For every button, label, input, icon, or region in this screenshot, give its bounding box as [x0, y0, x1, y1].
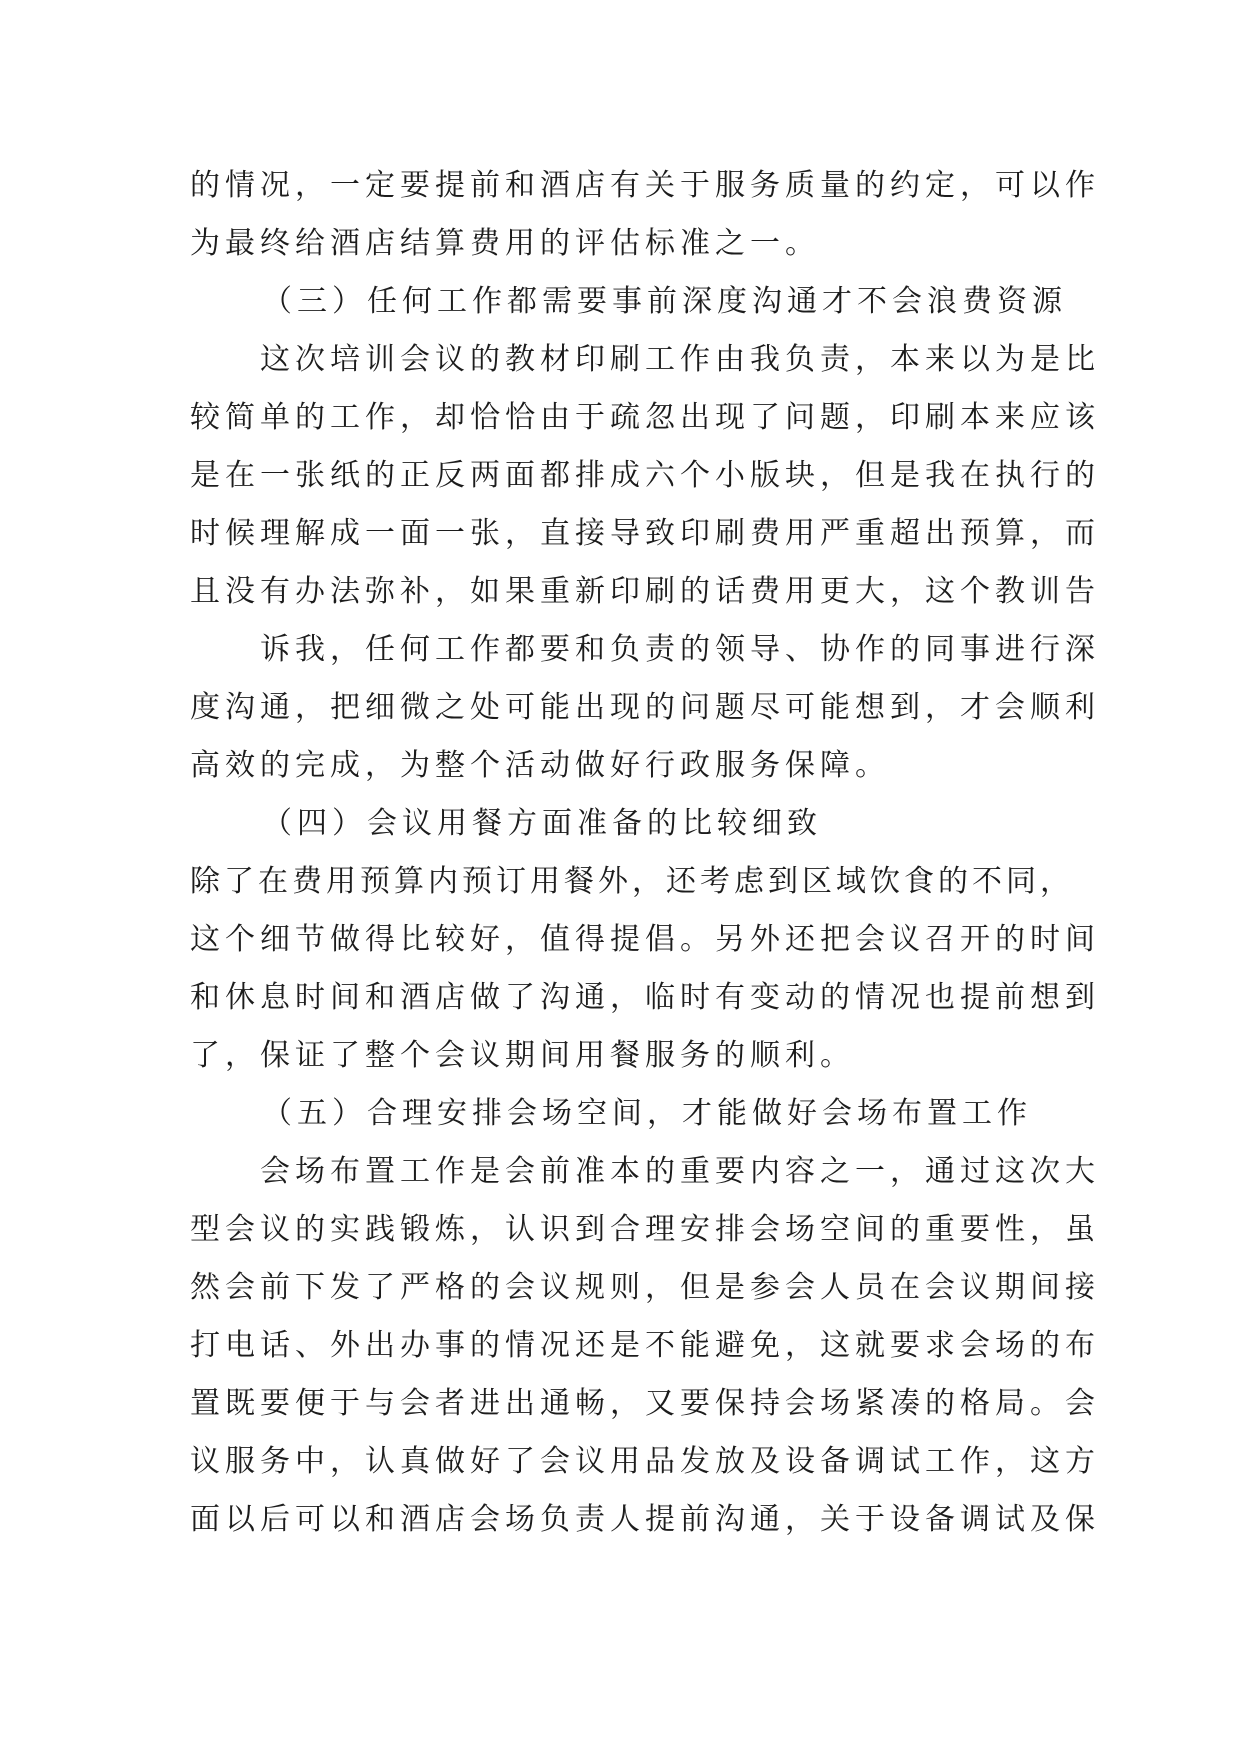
paragraph-first-line: 这次培训会议的教材印刷工作由我负责，本来以为是比: [260, 342, 1100, 377]
text-line: 的情况，一定要提前和酒店有关于服务质量的约定，可以作: [190, 168, 1100, 203]
text-line: 高效的完成，为整个活动做好行政服务保障。: [190, 748, 890, 783]
text-line: 且没有办法弥补，如果重新印刷的话费用更大，这个教训告: [190, 574, 1100, 609]
text-line: 除了在费用预算内预订用餐外，还考虑到区域饮食的不同，: [190, 864, 1074, 899]
section-heading-5: （五）合理安排会场空间，才能做好会场布置工作: [262, 1096, 1032, 1131]
paragraph-first-line: 会场布置工作是会前准本的重要内容之一，通过这次大: [260, 1154, 1100, 1189]
section-heading-4: （四）会议用餐方面准备的比较细致: [262, 806, 822, 841]
text-line: 面以后可以和酒店会场负责人提前沟通，关于设备调试及保: [190, 1502, 1100, 1537]
text-line: 是在一张纸的正反两面都排成六个小版块，但是我在执行的: [190, 458, 1100, 493]
text-line: 了，保证了整个会议期间用餐服务的顺利。: [190, 1038, 855, 1073]
text-line: 这个细节做得比较好，值得提倡。另外还把会议召开的时间: [190, 922, 1100, 957]
text-line: 和休息时间和酒店做了沟通，临时有变动的情况也提前想到: [190, 980, 1100, 1015]
text-line: 型会议的实践锻炼，认识到合理安排会场空间的重要性，虽: [190, 1212, 1100, 1247]
text-line: 度沟通，把细微之处可能出现的问题尽可能想到，才会顺利: [190, 690, 1100, 725]
text-line: 打电话、外出办事的情况还是不能避免，这就要求会场的布: [190, 1328, 1100, 1363]
text-line: 然会前下发了严格的会议规则，但是参会人员在会议期间接: [190, 1270, 1100, 1305]
text-line: 置既要便于与会者进出通畅，又要保持会场紧凑的格局。会: [190, 1386, 1100, 1421]
text-line: 时候理解成一面一张，直接导致印刷费用严重超出预算，而: [190, 516, 1100, 551]
text-line: 较简单的工作，却恰恰由于疏忽出现了问题，印刷本来应该: [190, 400, 1100, 435]
text-line: 议服务中，认真做好了会议用品发放及设备调试工作，这方: [190, 1444, 1100, 1479]
section-heading-3: （三）任何工作都需要事前深度沟通才不会浪费资源: [262, 284, 1067, 319]
text-line: 为最终给酒店结算费用的评估标准之一。: [190, 226, 820, 261]
text-line: 诉我，任何工作都要和负责的领导、协作的同事进行深: [260, 632, 1100, 667]
